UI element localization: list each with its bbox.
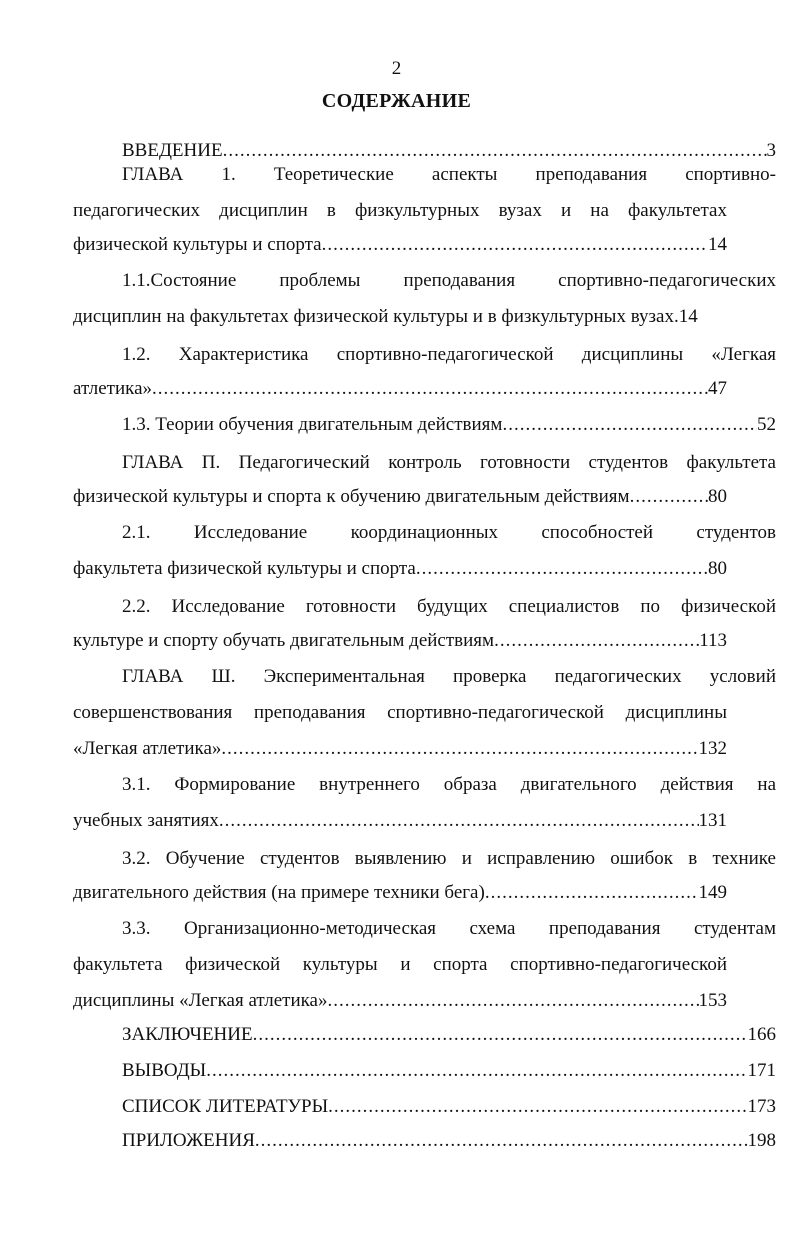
toc-entry-findings[interactable] <box>73 1058 776 1084</box>
toc-section-2-1-line-1[interactable]: 2.1. Исследование координационных способностей студентов <box>122 522 776 543</box>
dot-leader <box>630 484 708 510</box>
toc-page-number: 153 <box>698 990 727 1011</box>
toc-section-2-2-line-1[interactable]: 2.2. Исследование готовности будущих специалистов по физической <box>122 596 776 617</box>
dot-leader <box>219 808 699 834</box>
dot-leader <box>221 736 698 762</box>
dot-leader <box>255 1128 748 1154</box>
toc-page-number: 149 <box>698 882 727 903</box>
toc-section-3-3-line-3[interactable] <box>73 988 727 1014</box>
toc-entry-text: дисциплин на факультетах физической культуры и в физкультурных вузах. <box>73 306 679 327</box>
page-title: СОДЕРЖАНИЕ <box>321 90 472 112</box>
toc-entry-text: атлетика» <box>73 378 153 399</box>
dot-leader <box>328 1094 747 1120</box>
toc-entry-appendices[interactable] <box>73 1128 776 1154</box>
toc-chapter-3-line-1[interactable]: ГЛАВА Ш. Экспериментальная проверка педагогических условий <box>122 666 776 687</box>
toc-section-3-2-line-2[interactable] <box>73 880 727 906</box>
toc-entry-text: ЗАКЛЮЧЕНИЕ <box>122 1024 253 1045</box>
toc-chapter-1-line-2[interactable]: педагогических дисциплин в физкультурных вузах и на факультетах <box>73 200 727 221</box>
dot-leader <box>223 138 767 164</box>
dot-leader <box>502 412 757 438</box>
dot-leader <box>206 1058 747 1084</box>
toc-entry-text: двигательного действия (на примере техники бега) <box>73 882 485 903</box>
toc-page-number: 52 <box>757 414 776 435</box>
toc-entry-text: ВВЕДЕНИЕ <box>122 140 223 161</box>
toc-chapter-3-line-3[interactable] <box>73 736 727 762</box>
toc-section-3-1-line-1[interactable]: 3.1. Формирование внутреннего образа двигательного действия на <box>122 774 776 795</box>
toc-entry-conclusion[interactable] <box>73 1022 776 1048</box>
toc-page-number: 80 <box>708 486 727 507</box>
toc-entry-text: СПИСОК ЛИТЕРАТУРЫ <box>122 1096 329 1117</box>
toc-entry-text: культуре и спорту обучать двигательным действиям <box>73 630 495 651</box>
toc-entry-text: физической культуры и спорта к обучению двигательным действиям <box>73 486 630 507</box>
dot-leader <box>152 376 708 402</box>
toc-section-1-3[interactable] <box>73 412 776 438</box>
toc-section-2-2-line-2[interactable] <box>73 628 727 654</box>
dot-leader <box>494 628 699 654</box>
toc-section-3-2-line-1[interactable]: 3.2. Обучение студентов выявлению и исправлению ошибок в технике <box>122 848 776 869</box>
toc-section-3-3-line-1[interactable]: 3.3. Организационно-методическая схема преподавания студентам <box>122 918 776 939</box>
toc-entry-text: ПРИЛОЖЕНИЯ <box>122 1130 255 1151</box>
dot-leader <box>416 556 708 582</box>
toc-entry-intro[interactable] <box>73 138 776 164</box>
toc-page-number: 14 <box>708 234 727 255</box>
toc-chapter-1-line-1[interactable]: ГЛАВА 1. Теоретические аспекты преподавания спортивно- <box>122 164 776 185</box>
toc-chapter-2-line-1[interactable]: ГЛАВА П. Педагогический контроль готовности студентов факультета <box>122 452 776 473</box>
toc-page-number: 198 <box>747 1130 776 1151</box>
toc-page-number: 47 <box>708 378 727 399</box>
toc-chapter-1-line-3[interactable] <box>73 232 727 258</box>
toc-page-number: 113 <box>699 630 727 651</box>
toc-entry-text: учебных занятиях <box>73 810 219 831</box>
toc-page-number: 173 <box>747 1096 776 1117</box>
toc-entry-references[interactable] <box>73 1094 776 1120</box>
toc-entry-text: факультета физической культуры и спорта <box>73 558 416 579</box>
toc-entry-text: 1.3. Теории обучения двигательным действиям <box>122 414 503 435</box>
toc-entry-text: «Легкая атлетика» <box>73 738 222 759</box>
dot-leader <box>253 1022 748 1048</box>
toc-section-2-1-line-2[interactable] <box>73 556 727 582</box>
toc-page-number: 166 <box>747 1024 776 1045</box>
toc-section-1-2-line-2[interactable] <box>73 376 727 402</box>
dot-leader <box>485 880 699 906</box>
toc-section-3-3-line-2[interactable]: факультета физической культуры и спорта спортивно-педагогической <box>73 954 727 975</box>
toc-section-3-1-line-2[interactable] <box>73 808 727 834</box>
toc-page-number: 131 <box>698 810 727 831</box>
toc-page-number: 132 <box>698 738 727 759</box>
toc-section-1-1-line-2[interactable] <box>73 304 727 330</box>
page-number: 2 <box>391 58 402 79</box>
toc-entry-text: дисциплины «Легкая атлетика» <box>73 990 328 1011</box>
toc-page-number: 171 <box>747 1060 776 1081</box>
toc-section-1-2-line-1[interactable]: 1.2. Характеристика спортивно-педагогической дисциплины «Легкая <box>122 344 776 365</box>
toc-entry-text: физической культуры и спорта <box>73 234 322 255</box>
toc-section-1-1-line-1[interactable]: 1.1.Состояние проблемы преподавания спортивно-педагогических <box>122 270 776 291</box>
toc-entry-text: ВЫВОДЫ <box>122 1060 207 1081</box>
toc-chapter-3-line-2[interactable]: совершенствования преподавания спортивно-педагогической дисциплины <box>73 702 727 723</box>
dot-leader <box>328 988 699 1014</box>
toc-chapter-2-line-2[interactable] <box>73 484 727 510</box>
dot-leader <box>322 232 708 258</box>
toc-page-number: 80 <box>708 558 727 579</box>
toc-page-number: 3 <box>766 140 776 161</box>
toc-page-number: 14 <box>678 306 698 327</box>
